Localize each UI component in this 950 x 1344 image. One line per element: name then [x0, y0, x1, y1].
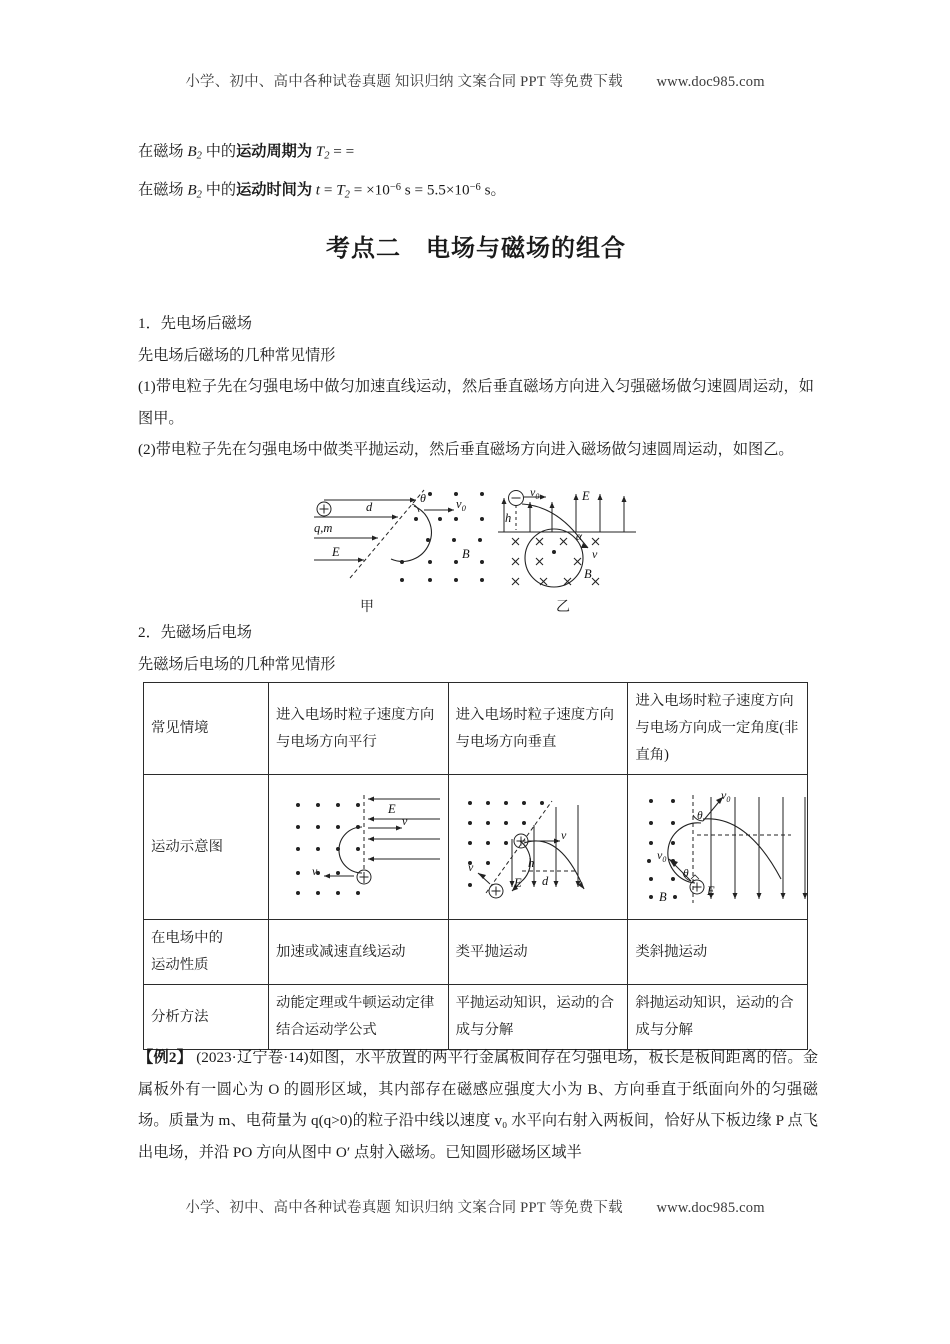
label-d-cell2: d	[541, 874, 548, 888]
row-label-scenario: 常见情境	[144, 683, 269, 775]
row-label-line1: 在电场中的	[151, 930, 223, 946]
formula-mid-1: 中的	[201, 143, 237, 160]
symbol-T-subscript: 2	[324, 150, 330, 162]
figure-caption-jia: 甲	[360, 600, 374, 615]
formula-line-period	[138, 136, 814, 172]
cell-scenario-perpendicular: 进入电场时粒子速度方向与电场方向垂直	[448, 683, 628, 775]
section-2-title: 2．先磁场后电场	[138, 624, 252, 641]
label-v-top-cell1: v	[402, 814, 408, 828]
cell-method-perpendicular: 平抛运动知识，运动的合成与分解	[448, 985, 628, 1050]
footer-promo-text: 小学、初中、高中各种试卷真题 知识归纳 文案合同 PPT 等免费下载	[185, 1200, 623, 1216]
label-qm: q,m	[314, 521, 333, 535]
symbol-B: B	[187, 143, 197, 160]
exponent-1: −6	[389, 181, 401, 193]
label-theta-jia: θ	[420, 491, 426, 505]
label-v-bottom-cell1: v	[312, 864, 318, 878]
label-h-yi: h	[505, 511, 512, 525]
exponent-2: −6	[469, 181, 481, 193]
label-h-cell2: h	[527, 856, 534, 870]
label-E-cell3: E	[707, 884, 715, 898]
row-label-analysis-method: 分析方法	[144, 985, 269, 1050]
cell-diagram-perpendicular	[448, 775, 628, 920]
table-row	[144, 683, 808, 775]
example-source: (2023·辽宁卷·14)	[196, 1049, 309, 1066]
label-theta-bottom-cell3: θ	[683, 868, 689, 880]
label-E-cell2: E	[513, 876, 522, 890]
row-label-motion-nature	[144, 920, 269, 985]
figure-yi-diagram	[496, 486, 646, 594]
label-d: d	[366, 500, 373, 514]
diagram-oblique	[635, 783, 813, 911]
cell-nature-angle: 类斜抛运动	[628, 920, 808, 985]
table-row	[144, 775, 808, 920]
section-2	[138, 617, 814, 680]
label-alpha-yi: α	[576, 531, 583, 543]
cell-diagram-angle	[628, 775, 808, 920]
header-promo-text: 小学、初中、高中各种试卷真题 知识归纳 文案合同 PPT 等免费下载	[185, 74, 623, 90]
symbol-T2: T	[336, 181, 345, 199]
formula-mid-2: 中的	[201, 181, 237, 199]
section-heading: 考点二 电场与磁场的组合	[326, 235, 626, 262]
example-body: 如图，水平放置的两平行金属板间存在匀强电场，板长是板间距离的倍。金属板外有一圆心为 O 的圆形区域，其内部存在磁感应强度大小为 B、方向垂直于纸面向外的匀强磁场。质量为 m、电荷量为 q(q>0)的粒子沿中线以速度 v₀ 水平向右射入两板间，恰好从下板边缘 P 点飞出电场，并沿 PO 方向从图中 O′ 点射入磁场。已知圆形磁场区域半	[138, 1049, 818, 1161]
label-E-jia: E	[332, 545, 340, 559]
label-v-right-cell2: v	[560, 828, 566, 842]
cell-method-angle: 斜抛运动知识，运动的合成与分解	[628, 985, 808, 1050]
cell-nature-perpendicular: 类平抛运动	[448, 920, 628, 985]
formula-prefix-1: 在磁场	[138, 143, 188, 160]
symbol-T2-subscript: 2	[344, 188, 350, 200]
section-2-subtitle: 先磁场后电场的几种常见情形	[138, 655, 336, 673]
label-B-yi: B	[584, 567, 592, 581]
label-theta-top-cell3: θ	[697, 810, 703, 822]
cell-diagram-parallel	[269, 775, 449, 920]
label-v-yi: v	[592, 547, 598, 561]
label-v0-top-cell3: $v_0$	[721, 788, 731, 804]
section-1-subtitle: 先电场后磁场的几种常见情形	[138, 346, 336, 364]
page-header	[0, 70, 950, 91]
formula-tail-1: = =	[329, 143, 355, 160]
label-v0-jia: $v_0$	[456, 497, 466, 513]
field-out-dots-1	[296, 803, 360, 895]
label-v0-left-cell3: $v_0$	[657, 848, 667, 864]
cell-scenario-parallel: 进入电场时粒子速度方向与电场方向平行	[269, 683, 449, 775]
label-B-jia: B	[462, 547, 470, 561]
page-footer	[0, 1196, 950, 1217]
document-body	[138, 136, 818, 1161]
example-problem	[138, 1042, 818, 1168]
cell-method-parallel: 动能定理或牛顿运动定律结合运动学公式	[269, 985, 449, 1050]
formula-bold-1: 运动周期为	[236, 143, 312, 160]
diagram-perpendicular	[456, 783, 618, 911]
formula-line-time	[138, 172, 814, 210]
label-E-yi: E	[582, 489, 590, 503]
section-1-title: 1．先电场后磁场	[138, 315, 252, 332]
symbol-B-subscript: 2	[196, 150, 202, 162]
figure-caption-yi: 乙	[556, 600, 570, 615]
symbol-B2: B	[187, 181, 197, 199]
table-row	[144, 920, 808, 985]
formula-val-2: = ×10	[349, 181, 390, 199]
formula-val-3: s = 5.5×10	[401, 181, 470, 199]
label-B-cell3: B	[659, 890, 667, 904]
header-site-url: www.doc985.com	[656, 74, 765, 90]
formula-prefix-2: 在磁场	[138, 181, 188, 199]
center-dot-yi	[552, 550, 556, 554]
label-E-cell1: E	[388, 802, 396, 816]
field-out-dots-jia	[400, 492, 484, 582]
formula-bold-2: 运动时间为	[236, 181, 312, 199]
comparison-table	[143, 682, 808, 1050]
section-1-item-2: (2)带电粒子先在匀强电场中做类平抛运动，然后垂直磁场方向进入磁场做匀速圆周运动，如图乙。	[138, 441, 794, 458]
section-1-item-1: (1)带电粒子先在匀强电场中做匀加速直线运动，然后垂直磁场方向进入匀强磁场做匀速圆周运动，如图甲。	[138, 378, 814, 427]
label-v0-yi: $v_0$	[530, 486, 540, 501]
footer-site-url: www.doc985.com	[656, 1200, 765, 1216]
formula-eq-2: =	[320, 181, 337, 199]
diagram-parallel	[276, 783, 448, 911]
section-1	[138, 308, 814, 466]
example-tag: 【例2】	[138, 1049, 193, 1066]
row-label-line2: 运动性质	[151, 957, 209, 973]
symbol-t: t	[312, 181, 321, 199]
table-row	[144, 985, 808, 1050]
figure-row-jia-yi	[138, 486, 814, 614]
symbol-T: T	[312, 143, 325, 160]
symbol-B2-subscript: 2	[196, 188, 202, 200]
cell-scenario-angle: 进入电场时粒子速度方向与电场方向成一定角度(非直角)	[628, 683, 808, 775]
figure-jia-diagram	[306, 486, 496, 594]
formula-tail-2: s。	[480, 181, 506, 199]
cell-nature-parallel: 加速或减速直线运动	[269, 920, 449, 985]
row-label-motion-diagram: 运动示意图	[144, 775, 269, 920]
label-v-left-cell2: v	[467, 860, 473, 874]
